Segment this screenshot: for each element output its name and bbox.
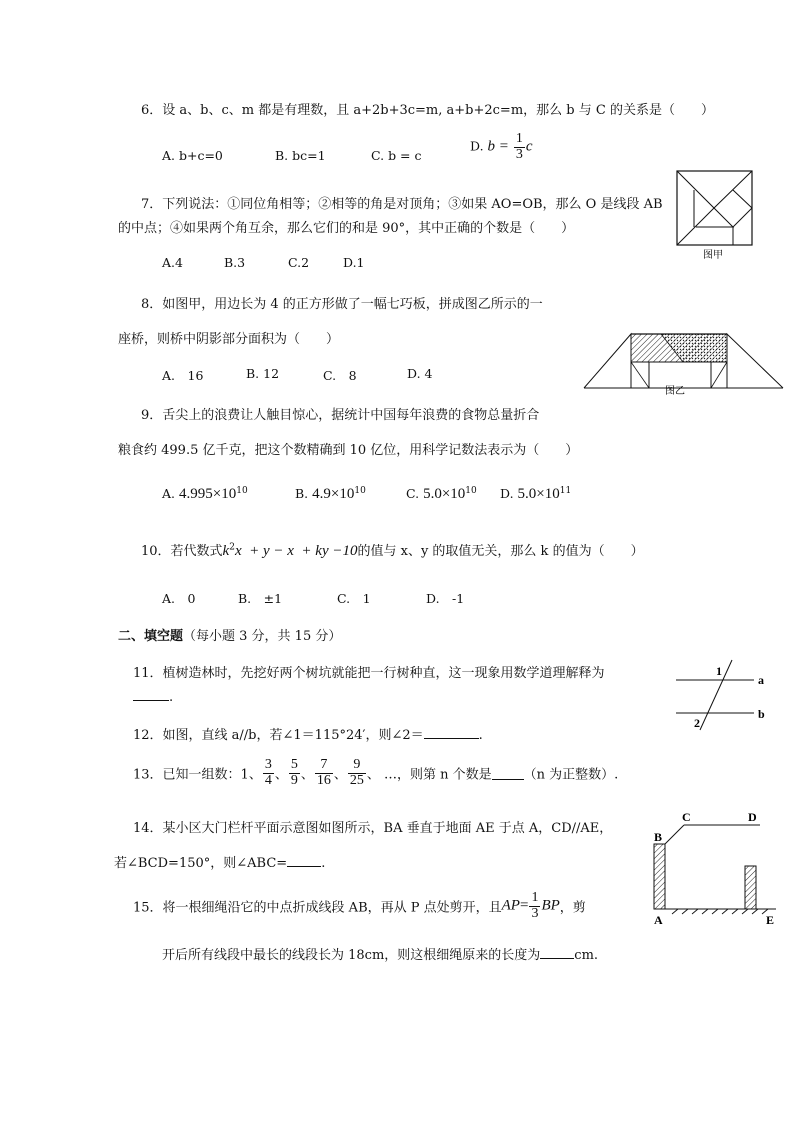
point-c-label: C bbox=[682, 810, 691, 824]
q14-line2 bbox=[114, 852, 325, 871]
tangram-label: 图甲 bbox=[703, 250, 723, 261]
frac-num: 3 bbox=[264, 757, 272, 772]
line-a-label: a bbox=[758, 673, 764, 687]
q12-tail: . bbox=[478, 728, 483, 743]
q11-answer-blank[interactable] bbox=[133, 688, 169, 701]
q9-line1: 9．舌尖上的浪费让人触目惊心，据统计中国每年浪费的食物总量折合 bbox=[141, 408, 540, 423]
q9-d-exp: 11 bbox=[559, 486, 572, 496]
parallel-lines-figure bbox=[668, 658, 772, 732]
q14-answer-blank[interactable] bbox=[287, 854, 321, 867]
q10-option-a: A. 0 bbox=[162, 591, 196, 606]
q6-option-d bbox=[470, 132, 533, 162]
q11-line2 bbox=[133, 688, 173, 705]
q9-option-a bbox=[162, 486, 248, 503]
q9-d-value: 5.0×10 bbox=[517, 486, 560, 503]
section-heading bbox=[118, 625, 341, 644]
point-a-label: A bbox=[654, 913, 663, 927]
q15-fraction bbox=[529, 891, 540, 921]
q6-d-tail: c bbox=[525, 138, 533, 155]
frac-num: 7 bbox=[315, 758, 333, 774]
q8-option-c: C. 8 bbox=[323, 368, 357, 383]
q13-suffix: （n 为正整数）. bbox=[523, 767, 619, 783]
q9-c-exp: 10 bbox=[465, 486, 477, 496]
q8-option-b: B. 12 bbox=[246, 366, 280, 381]
q15-tail: cm. bbox=[574, 948, 599, 963]
line-b-label: b bbox=[758, 707, 765, 721]
bridge-label: 图乙 bbox=[665, 386, 685, 397]
q11-tail: . bbox=[169, 690, 174, 705]
section-note: （每小题 3 分，共 15 分） bbox=[183, 629, 342, 644]
q10-option-c: C. 1 bbox=[337, 591, 371, 606]
q7-option-a: A.4 bbox=[162, 255, 183, 270]
q14-tail: . bbox=[321, 856, 326, 871]
frac-num: 1 bbox=[531, 890, 539, 905]
q9-option-d bbox=[500, 486, 571, 503]
q15-text: 开后所有线段中最长的线段长为 18cm，则这根细绳原来的长度为 bbox=[162, 948, 541, 963]
q8-option-a: A. 16 bbox=[162, 368, 204, 383]
q13-answer-blank[interactable] bbox=[492, 767, 524, 780]
q7-line1: 7．下列说法：①同位角相等；②相等的角是对顶角；③如果 AO=OB，那么 O 是线段 AB bbox=[141, 197, 663, 212]
angle-2-label: 2 bbox=[694, 716, 700, 730]
q7-option-d: D.1 bbox=[343, 255, 365, 270]
frac-den: 16 bbox=[316, 772, 331, 788]
q13-sep: 、 bbox=[333, 767, 347, 783]
q6-option-a: A. b+c=0 bbox=[162, 148, 223, 163]
point-d-label: D bbox=[748, 810, 757, 824]
q15-eq: = bbox=[519, 897, 529, 914]
q13-sep: 、 bbox=[274, 767, 288, 783]
q12-answer-blank[interactable] bbox=[424, 726, 479, 739]
q9-c-value: 5.0×10 bbox=[423, 486, 466, 503]
q13-stem bbox=[133, 758, 618, 788]
q13-frac-4 bbox=[348, 758, 366, 788]
q6-d-fraction bbox=[514, 132, 525, 162]
q8-line2: 座桥，则桥中阴影部分面积为（ ） bbox=[118, 332, 340, 347]
q9-a-exp: 10 bbox=[236, 486, 248, 496]
q9-c-prefix: C. bbox=[406, 486, 420, 502]
q10-expr-exp: 2 bbox=[229, 542, 235, 553]
q9-b-value: 4.9×10 bbox=[312, 486, 355, 503]
q9-a-value: 4.995×10 bbox=[179, 486, 237, 503]
q6-d-prefix: D. bbox=[470, 138, 484, 154]
q15-suffix: ，剪 bbox=[559, 900, 586, 916]
bridge-figure bbox=[583, 330, 785, 400]
q7-option-b: B.3 bbox=[224, 255, 246, 270]
q10-option-b: B. ±1 bbox=[238, 591, 283, 606]
q6-option-c: C. b = c bbox=[371, 148, 422, 163]
point-b-label: B bbox=[654, 830, 663, 844]
q6-stem: 6．设 a、b、c、m 都是有理数，且 a+2b+3c=m, a+b+2c=m，那么 b 与 C 的关系是（ ） bbox=[141, 103, 714, 118]
q10-suffix: 的值与 x、y 的取值无关，那么 k 的值为（ ） bbox=[357, 544, 644, 559]
q15-ap: AP bbox=[501, 897, 520, 914]
q10-option-d: D. -1 bbox=[426, 591, 465, 606]
frac-den: 9 bbox=[290, 772, 298, 788]
q11-line1: 11．植树造林时，先挖好两个树坑就能把一行树种直，这一现象用数学道理解释为 bbox=[133, 666, 605, 681]
frac-num: 5 bbox=[290, 757, 298, 772]
q13-frac-1 bbox=[263, 758, 274, 788]
section-title: 二、填空题 bbox=[118, 629, 184, 644]
q15-line2 bbox=[162, 944, 598, 963]
gate-figure bbox=[648, 808, 788, 930]
frac-den: 4 bbox=[264, 772, 272, 788]
q12-text: 12．如图，直线 a//b，若∠1＝115°24′，则∠2＝ bbox=[133, 728, 424, 743]
q9-option-c bbox=[406, 486, 477, 503]
q6-option-b: B. bc=1 bbox=[275, 148, 326, 163]
q9-line2: 粮食约 499.5 亿千克，把这个数精确到 10 亿位，用科学记数法表示为（ ） bbox=[118, 443, 579, 458]
frac-num: 1 bbox=[515, 131, 523, 146]
q14-text: 若∠BCD=150°，则∠ABC= bbox=[114, 856, 288, 871]
angle-1-label: 1 bbox=[716, 664, 722, 678]
q9-option-b bbox=[295, 486, 366, 503]
q10-prefix: 10．若代数式 bbox=[141, 544, 223, 559]
frac-num: 9 bbox=[348, 758, 366, 774]
q13-frac-2 bbox=[289, 758, 300, 788]
q9-b-prefix: B. bbox=[295, 486, 309, 502]
q7-option-c: C.2 bbox=[288, 255, 310, 270]
q10-stem bbox=[141, 540, 644, 560]
q13-frac-3 bbox=[315, 758, 333, 788]
q13-sep: 、 bbox=[300, 767, 314, 783]
q9-b-exp: 10 bbox=[354, 486, 366, 496]
frac-den: 25 bbox=[349, 772, 364, 788]
q6-d-math: b = bbox=[487, 138, 509, 155]
q10-expr-rest: x + y − x + ky −10 bbox=[234, 543, 358, 559]
point-e-label: E bbox=[766, 913, 775, 927]
q12-stem bbox=[133, 724, 483, 743]
q14-line1: 14．某小区大门栏杆平面示意图如图所示，BA 垂直于地面 AE 于点 A，CD//AE， bbox=[133, 821, 613, 836]
q15-line1 bbox=[133, 891, 586, 921]
q7-line2: 的中点；④如果两个角互余，那么它们的和是 90°，其中正确的个数是（ ） bbox=[118, 221, 575, 236]
q10-expr-k: k bbox=[222, 543, 230, 559]
q15-bp: BP bbox=[541, 897, 560, 914]
q8-option-d: D. 4 bbox=[407, 366, 433, 381]
q15-prefix: 15．将一根细绳沿它的中点折成线段 AB，再从 P 点处剪开，且 bbox=[133, 900, 502, 916]
frac-den: 3 bbox=[531, 905, 539, 921]
q9-d-prefix: D. bbox=[500, 486, 514, 502]
q15-answer-blank[interactable] bbox=[540, 946, 574, 959]
q8-line1: 8．如图甲，用边长为 4 的正方形做了一幅七巧板，拼成图乙所示的一 bbox=[141, 297, 543, 312]
q9-a-prefix: A. bbox=[162, 486, 176, 502]
tangram-figure bbox=[676, 170, 756, 262]
frac-den: 3 bbox=[515, 146, 523, 162]
q13-mid: 、 …，则第 n 个数是 bbox=[366, 767, 492, 783]
q13-prefix: 13．已知一组数：1、 bbox=[133, 767, 262, 783]
